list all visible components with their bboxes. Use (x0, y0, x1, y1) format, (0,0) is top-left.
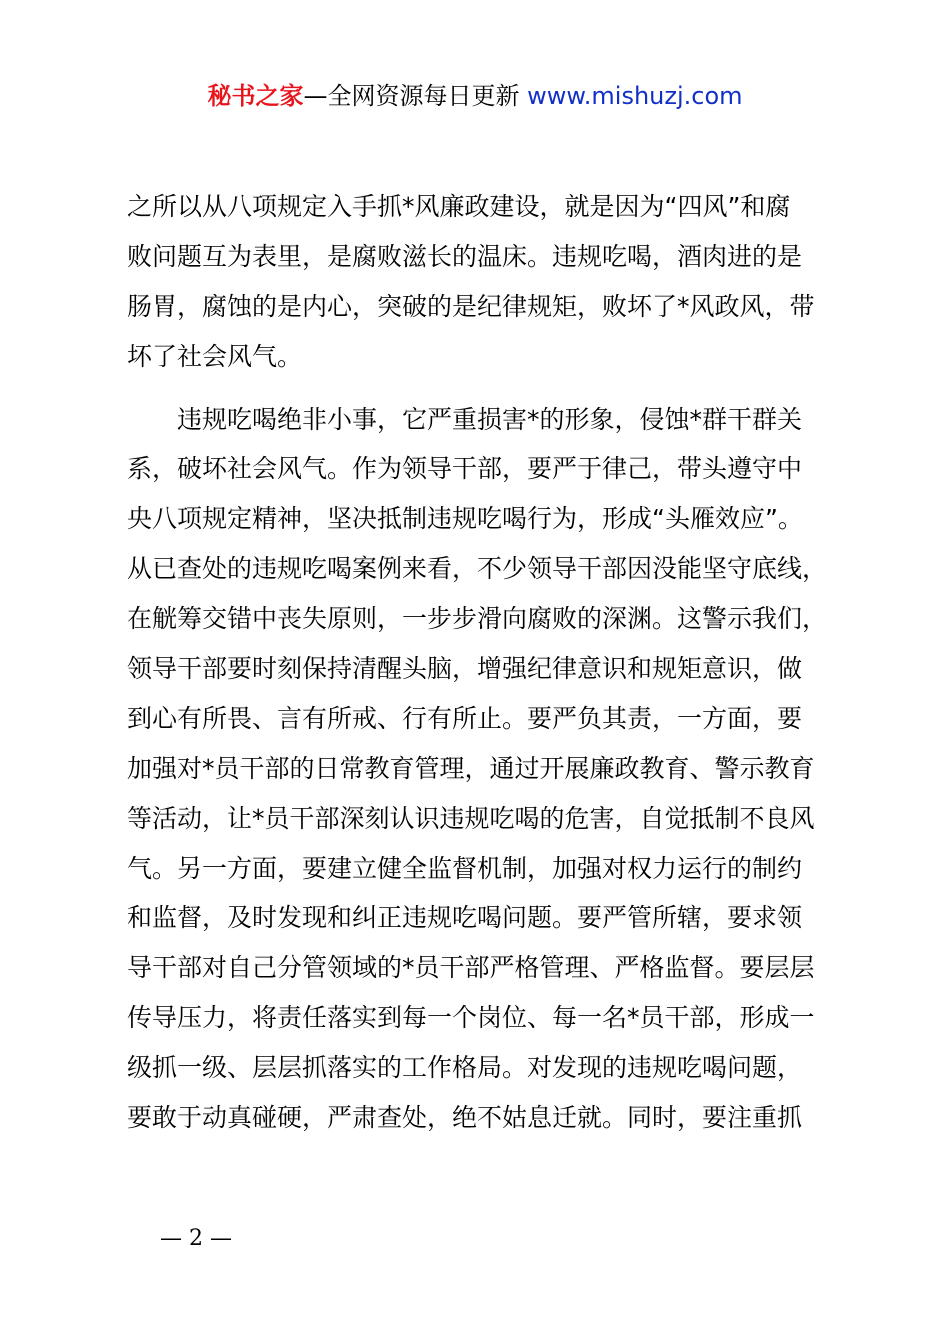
text-line: 要敢于动真碰硬，严肃查处，绝不姑息迁就。同时，要注重抓 (127, 1103, 803, 1133)
text-line: 违规吃喝绝非小事，它严重损害*的形象，侵蚀*群干群关 (127, 404, 803, 434)
paragraph-spacer (127, 382, 837, 395)
text-line: 领导干部要时刻保持清醒头脑，增强纪律意识和规矩意识，做 (127, 654, 803, 684)
text-line: 级抓一级、层层抓落实的工作格局。对发现的违规吃喝问题， (127, 1053, 803, 1083)
text-line: 系，破坏社会风气。作为领导干部，要严于律己，带头遵守中 (127, 454, 803, 484)
paragraph-1 (127, 182, 837, 382)
text-line: 加强对*员干部的日常教育管理，通过开展廉政教育、警示教育 (127, 753, 815, 783)
text-line: 之所以从八项规定入手抓*风廉政建设，就是因为“四风”和腐 (127, 192, 791, 221)
text-line: 到心有所畏、言有所戒、行有所止。要严负其责，一方面，要 (127, 703, 803, 733)
site-brand: 秘书之家 (207, 82, 304, 110)
site-url-link[interactable]: www.mishuzj.com (527, 82, 743, 110)
text-line: 肠胃，腐蚀的是内心，突破的是纪律规矩，败坏了*风政风，带 (127, 291, 815, 321)
page-number: — 2 — (160, 1226, 232, 1251)
text-line: 等活动，让*员干部深刻认识违规吃喝的危害，自觉抵制不良风 (127, 803, 815, 833)
text-line: 气。另一方面，要建立健全监督机制，加强对权力运行的制约 (127, 853, 803, 883)
text-line: 和监督，及时发现和纠正违规吃喝问题。要严管所辖，要求领 (127, 903, 803, 933)
text-line: 传导压力，将责任落实到每一个岗位、每一名*员干部，形成一 (127, 1003, 815, 1033)
text-line: 央八项规定精神，坚决抵制违规吃喝行为，形成“头雁效应”。 (127, 504, 803, 534)
text-line: 在觥筹交错中丧失原则，一步步滑向腐败的深渊。这警示我们， (127, 604, 828, 634)
text-line: 从已查处的违规吃喝案例来看，不少领导干部因没能坚守底线， (127, 554, 828, 584)
text-line: 败问题互为表里，是腐败滋长的温床。违规吃喝，酒肉进的是 (127, 241, 803, 271)
document-body (127, 182, 837, 1143)
text-line: 导干部对自己分管领域的*员干部严格管理、严格监督。要层层 (127, 953, 815, 983)
text-line: 坏了社会风气。 (127, 341, 303, 371)
page-header (0, 80, 950, 112)
site-tagline: —全网资源每日更新 (303, 82, 528, 110)
paragraph-2 (127, 395, 837, 1143)
